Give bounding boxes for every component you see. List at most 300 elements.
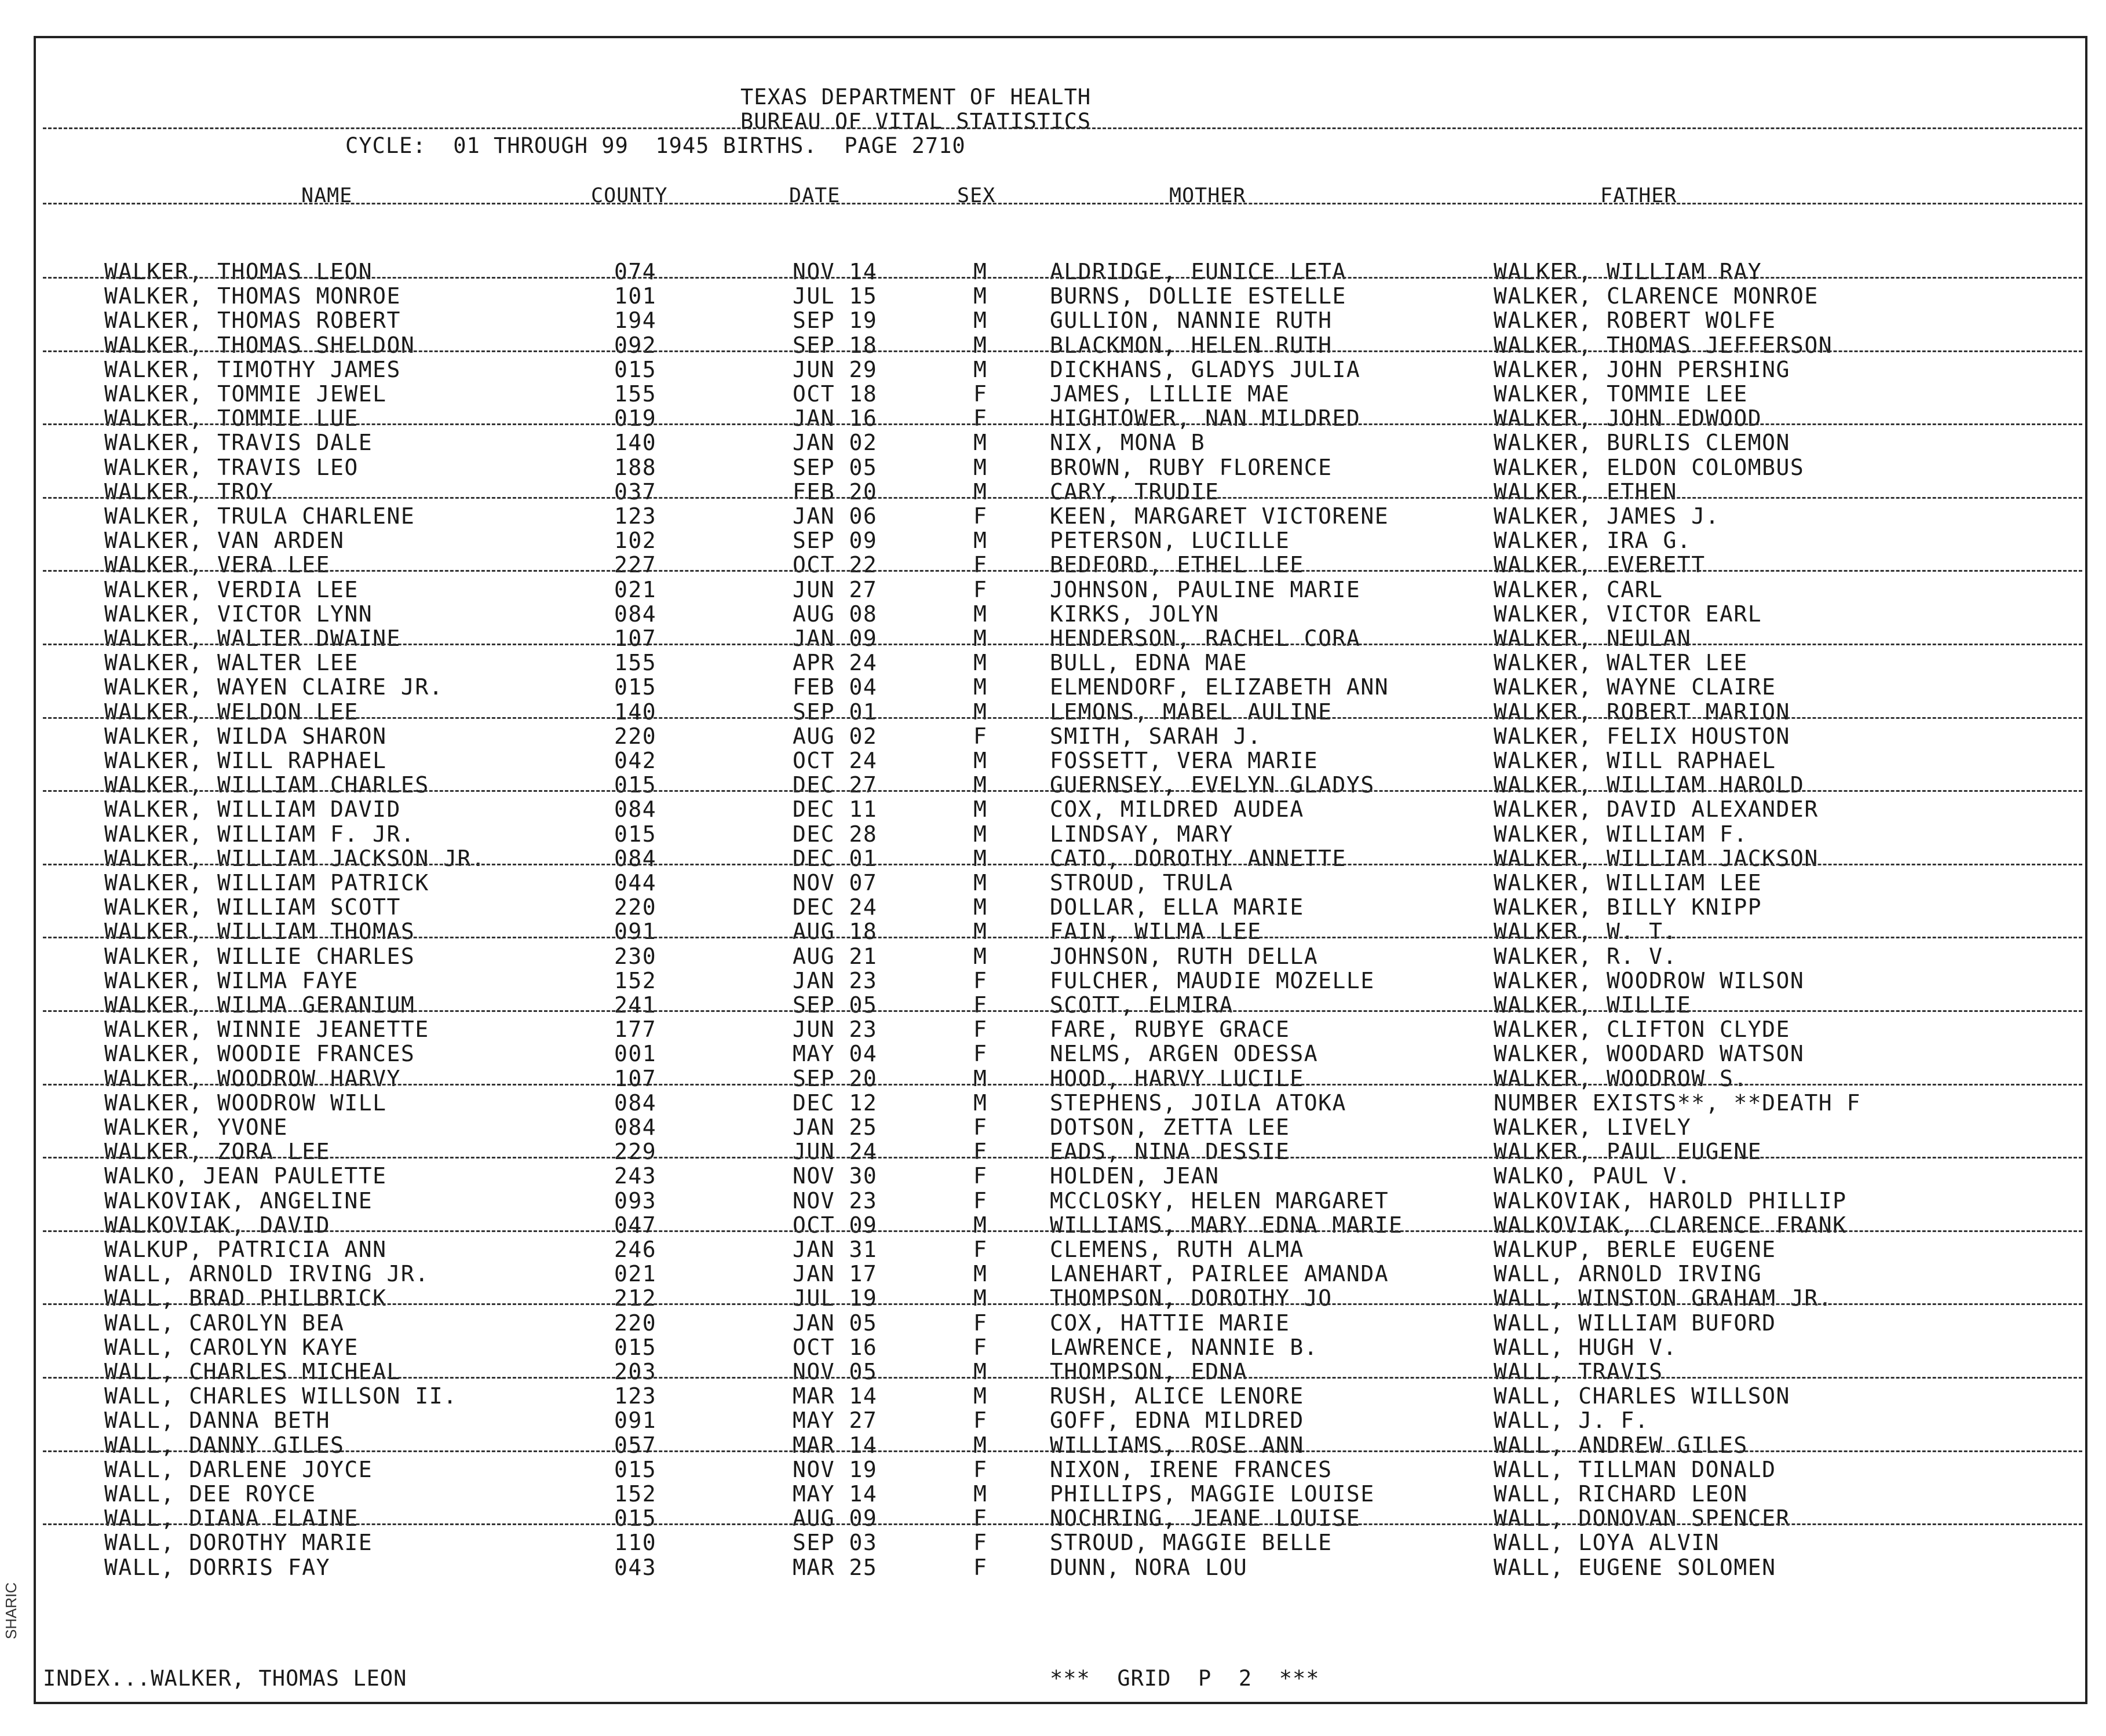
cell-county: 047: [614, 1212, 657, 1238]
cell-sex: M: [973, 332, 988, 358]
cell-name: WALKER, WILDA SHARON: [104, 723, 387, 749]
cell-sex: F: [973, 1139, 988, 1165]
cell-sex: M: [973, 308, 988, 334]
cell-county: 043: [614, 1554, 657, 1580]
cell-father: WALKER, CLARENCE MONROE: [1494, 283, 1819, 309]
cell-sex: F: [973, 1456, 988, 1482]
table-row: [0, 1164, 2106, 1188]
cell-sex: M: [973, 1359, 988, 1384]
cell-mother: GUERNSEY, EVELYN GLADYS: [1050, 772, 1375, 798]
cell-sex: M: [973, 1090, 988, 1116]
table-row: [0, 1506, 2106, 1530]
cell-sex: F: [973, 503, 988, 529]
cell-date: JUN 23: [793, 1017, 878, 1043]
cell-county: 140: [614, 430, 657, 456]
cell-father: WALKER, R. V.: [1494, 943, 1677, 969]
table-row: [0, 846, 2106, 871]
cell-date: JUN 27: [793, 576, 878, 602]
cell-mother: HOOD, HARVY LUCILE: [1050, 1065, 1304, 1091]
cell-date: DEC 12: [793, 1090, 878, 1116]
cell-sex: M: [973, 919, 988, 945]
cell-county: 057: [614, 1432, 657, 1458]
cell-name: WALKER, WILLIAM PATRICK: [104, 870, 429, 896]
cell-name: WALKER, WILLIAM F. JR.: [104, 821, 415, 847]
cell-county: 037: [614, 478, 657, 505]
cell-county: 155: [614, 650, 657, 676]
cell-name: WALL, BRAD PHILBRICK: [104, 1285, 387, 1311]
cell-date: AUG 08: [793, 601, 878, 627]
cell-father: WALKER, JOHN EDWOOD: [1494, 405, 1762, 432]
cell-date: JUL 15: [793, 283, 878, 309]
cell-sex: M: [973, 528, 988, 554]
cell-mother: STEPHENS, JOILA ATOKA: [1050, 1090, 1346, 1116]
cell-father: WALL, ARNOLD IRVING: [1494, 1261, 1762, 1287]
cell-name: WALL, DEE ROYCE: [104, 1481, 316, 1507]
table-row: [0, 968, 2106, 993]
cell-father: WALKER, THOMAS JEFFERSON: [1494, 332, 1833, 358]
table-row: [0, 944, 2106, 968]
cell-county: 084: [614, 601, 657, 627]
row-divider: [43, 1523, 2082, 1525]
cell-date: NOV 05: [793, 1359, 878, 1384]
column-header-county: COUNTY: [591, 184, 668, 207]
cell-sex: F: [973, 552, 988, 578]
cell-sex: M: [973, 259, 988, 284]
cell-date: APR 24: [793, 650, 878, 676]
cell-date: SEP 18: [793, 332, 878, 358]
cell-father: WALKER, WILL RAPHAEL: [1494, 748, 1776, 773]
cell-father: WALL, LOYA ALVIN: [1494, 1530, 1720, 1556]
grid-footer: *** GRID P 2 ***: [1050, 1666, 1320, 1691]
cell-date: FEB 20: [793, 478, 878, 505]
table-row: [0, 626, 2106, 650]
table-row: [0, 700, 2106, 724]
cell-sex: M: [973, 1383, 988, 1409]
cell-sex: M: [973, 478, 988, 505]
cell-sex: M: [973, 1481, 988, 1507]
cell-mother: RUSH, ALICE LENORE: [1050, 1383, 1304, 1409]
table-row: [0, 1286, 2106, 1310]
cell-mother: FARE, RUBYE GRACE: [1050, 1017, 1290, 1043]
cell-mother: NELMS, ARGEN ODESSA: [1050, 1041, 1319, 1067]
cell-sex: F: [973, 1505, 988, 1532]
table-row: [0, 528, 2106, 553]
cell-date: DEC 11: [793, 796, 878, 823]
cell-mother: HENDERSON, RACHEL CORA: [1050, 626, 1361, 651]
cell-mother: BROWN, RUBY FLORENCE: [1050, 454, 1333, 480]
cell-date: DEC 01: [793, 845, 878, 871]
cell-mother: NIXON, IRENE FRANCES: [1050, 1456, 1333, 1482]
table-row: [0, 455, 2106, 480]
cell-sex: M: [973, 430, 988, 456]
cell-name: WALKER, YVONE: [104, 1114, 288, 1140]
cell-father: WALKER, PAUL EUGENE: [1494, 1139, 1762, 1165]
cell-name: WALKER, WOODIE FRANCES: [104, 1041, 415, 1067]
cell-mother: LINDSAY, MARY: [1050, 821, 1233, 847]
cell-date: JAN 16: [793, 405, 878, 432]
cell-county: 042: [614, 748, 657, 773]
cell-county: 015: [614, 1334, 657, 1360]
table-row: [0, 382, 2106, 406]
cell-mother: FAIN, WILMA LEE: [1050, 919, 1262, 945]
cell-name: WALL, ARNOLD IRVING JR.: [104, 1261, 429, 1287]
cell-father: WALKO, PAUL V.: [1494, 1163, 1692, 1189]
cell-sex: M: [973, 1432, 988, 1458]
table-row: [0, 1189, 2106, 1213]
table-row: [0, 1433, 2106, 1457]
cell-date: JAN 23: [793, 967, 878, 993]
cell-mother: JOHNSON, PAULINE MARIE: [1050, 576, 1361, 602]
table-row: [0, 1457, 2106, 1482]
cell-mother: SMITH, SARAH J.: [1050, 723, 1262, 749]
table-row: [0, 748, 2106, 773]
cell-sex: F: [973, 1041, 988, 1067]
cell-father: WALL, TILLMAN DONALD: [1494, 1456, 1776, 1482]
cell-name: WALKER, TIMOTHY JAMES: [104, 356, 401, 382]
cell-name: WALKER, TOMMIE LUE: [104, 405, 359, 432]
cell-father: WALKER, WALTER LEE: [1494, 650, 1748, 676]
cell-mother: THOMPSON, EDNA: [1050, 1359, 1248, 1384]
row-divider: [43, 644, 2082, 645]
cell-sex: M: [973, 1065, 988, 1091]
cell-sex: M: [973, 699, 988, 725]
cell-name: WALKER, WILMA FAYE: [104, 967, 359, 993]
cell-county: 084: [614, 845, 657, 871]
cell-mother: JOHNSON, RUTH DELLA: [1050, 943, 1319, 969]
cell-father: WALKER, FELIX HOUSTON: [1494, 723, 1790, 749]
cell-county: 015: [614, 821, 657, 847]
cell-sex: M: [973, 454, 988, 480]
cell-county: 241: [614, 992, 657, 1018]
cell-father: WALKUP, BERLE EUGENE: [1494, 1237, 1776, 1262]
cell-father: WALL, EUGENE SOLOMEN: [1494, 1554, 1776, 1580]
cell-name: WALL, CAROLYN KAYE: [104, 1334, 359, 1360]
cell-mother: FULCHER, MAUDIE MOZELLE: [1050, 967, 1375, 993]
cell-father: WALKER, WILLIAM F.: [1494, 821, 1748, 847]
cell-father: WALKER, NEULAN: [1494, 626, 1692, 651]
cell-name: WALL, CHARLES MICHEAL: [104, 1359, 401, 1384]
cell-date: OCT 24: [793, 748, 878, 773]
cell-county: 194: [614, 308, 657, 334]
cell-mother: BURNS, DOLLIE ESTELLE: [1050, 283, 1346, 309]
cell-sex: M: [973, 356, 988, 382]
row-divider: [43, 350, 2082, 352]
cell-county: 246: [614, 1237, 657, 1262]
row-divider: [43, 1230, 2082, 1232]
cell-mother: CLEMENS, RUTH ALMA: [1050, 1237, 1304, 1262]
table-row: [0, 822, 2106, 846]
table-row: [0, 430, 2106, 455]
cell-father: WALL, TRAVIS: [1494, 1359, 1663, 1384]
cell-father: WALKER, WAYNE CLAIRE: [1494, 674, 1776, 700]
cell-father: WALKER, W. T.: [1494, 919, 1677, 945]
table-row: [0, 553, 2106, 577]
cell-father: WALKOVIAK, HAROLD PHILLIP: [1494, 1187, 1847, 1214]
cell-mother: KIRKS, JOLYN: [1050, 601, 1220, 627]
cell-date: FEB 04: [793, 674, 878, 700]
cell-father: WALKER, ELDON COLOMBUS: [1494, 454, 1805, 480]
cell-county: 015: [614, 674, 657, 700]
cell-father: WALKER, WILLIAM HAROLD: [1494, 772, 1805, 798]
cell-name: WALKER, WILLIAM CHARLES: [104, 772, 429, 798]
bureau-title: BUREAU OF VITAL STATISTICS: [740, 109, 1092, 134]
cell-mother: BLACKMON, HELEN RUTH: [1050, 332, 1333, 358]
cell-mother: ALDRIDGE, EUNICE LETA: [1050, 259, 1346, 284]
table-row: [0, 724, 2106, 748]
cell-father: WALKER, WOODROW S.: [1494, 1065, 1748, 1091]
table-row: [0, 504, 2106, 528]
row-divider: [43, 1010, 2082, 1012]
cell-mother: COX, MILDRED AUDEA: [1050, 796, 1304, 823]
cell-date: SEP 05: [793, 992, 878, 1018]
table-row: [0, 1262, 2106, 1286]
table-row: [0, 1384, 2106, 1408]
cell-father: WALKER, BURLIS CLEMON: [1494, 430, 1790, 456]
cell-date: DEC 28: [793, 821, 878, 847]
cell-name: WALL, DANNY GILES: [104, 1432, 345, 1458]
table-row: [0, 895, 2106, 919]
table-row: [0, 773, 2106, 797]
cell-father: WALL, J. F.: [1494, 1408, 1649, 1434]
cell-sex: F: [973, 1530, 988, 1556]
cell-name: WALL, DOROTHY MARIE: [104, 1530, 373, 1556]
cell-father: WALKER, TOMMIE LEE: [1494, 381, 1748, 407]
row-divider: [43, 1157, 2082, 1158]
cell-name: WALKER, THOMAS SHELDON: [104, 332, 415, 358]
row-divider: [43, 717, 2082, 719]
cell-name: WALKER, WILLIAM SCOTT: [104, 894, 401, 920]
cell-date: NOV 19: [793, 1456, 878, 1482]
cell-county: 155: [614, 381, 657, 407]
cell-date: SEP 01: [793, 699, 878, 725]
cell-county: 152: [614, 1481, 657, 1507]
row-divider: [43, 1303, 2082, 1305]
cell-county: 212: [614, 1285, 657, 1311]
cell-date: OCT 09: [793, 1212, 878, 1238]
cell-name: WALL, DARLENE JOYCE: [104, 1456, 373, 1482]
cell-sex: M: [973, 894, 988, 920]
cell-county: 084: [614, 1090, 657, 1116]
cell-date: JAN 02: [793, 430, 878, 456]
cell-date: AUG 02: [793, 723, 878, 749]
cell-date: SEP 09: [793, 528, 878, 554]
cell-mother: DOLLAR, ELLA MARIE: [1050, 894, 1304, 920]
cell-date: JAN 17: [793, 1261, 878, 1287]
cell-mother: CATO, DOROTHY ANNETTE: [1050, 845, 1346, 871]
cell-name: WALKER, VERDIA LEE: [104, 576, 359, 602]
table-row: [0, 308, 2106, 332]
cell-mother: BEDFORD, ETHEL LEE: [1050, 552, 1304, 578]
cell-mother: HIGHTOWER, NAN MILDRED: [1050, 405, 1361, 432]
row-divider: [43, 1450, 2082, 1452]
cell-name: WALKO, JEAN PAULETTE: [104, 1163, 387, 1189]
cell-sex: F: [973, 1554, 988, 1580]
cell-name: WALL, CHARLES WILLSON II.: [104, 1383, 458, 1409]
cell-sex: F: [973, 405, 988, 432]
cell-date: OCT 16: [793, 1334, 878, 1360]
cell-sex: M: [973, 1285, 988, 1311]
cell-mother: ELMENDORF, ELIZABETH ANN: [1050, 674, 1389, 700]
cell-name: WALKUP, PATRICIA ANN: [104, 1237, 387, 1262]
cell-father: WALKER, DAVID ALEXANDER: [1494, 796, 1819, 823]
cell-date: JUN 29: [793, 356, 878, 382]
cell-date: SEP 03: [793, 1530, 878, 1556]
cell-name: WALKER, VICTOR LYNN: [104, 601, 373, 627]
row-divider: [43, 864, 2082, 865]
table-row: [0, 1213, 2106, 1237]
cell-father: WALKER, ROBERT MARION: [1494, 699, 1790, 725]
cell-county: 074: [614, 259, 657, 284]
cell-county: 107: [614, 626, 657, 651]
cell-father: WALKER, ETHEN: [1494, 478, 1677, 505]
cell-sex: M: [973, 626, 988, 651]
cell-name: WALKOVIAK, DAVID: [104, 1212, 331, 1238]
cell-name: WALKER, WINNIE JEANETTE: [104, 1017, 429, 1043]
cell-mother: SCOTT, ELMIRA: [1050, 992, 1233, 1018]
cell-county: 101: [614, 283, 657, 309]
cell-father: WALKER, VICTOR EARL: [1494, 601, 1762, 627]
table-row: [0, 1335, 2106, 1359]
cell-sex: M: [973, 748, 988, 773]
cell-county: 084: [614, 796, 657, 823]
cell-county: 203: [614, 1359, 657, 1384]
table-row: [0, 1115, 2106, 1139]
cell-father: WALKER, WILLIAM RAY: [1494, 259, 1762, 284]
cell-date: JUN 24: [793, 1139, 878, 1165]
cell-father: WALKER, WILLIE: [1494, 992, 1692, 1018]
cell-father: WALL, HUGH V.: [1494, 1334, 1677, 1360]
cell-date: AUG 09: [793, 1505, 878, 1532]
cell-sex: M: [973, 1261, 988, 1287]
cell-mother: LAWRENCE, NANNIE B.: [1050, 1334, 1319, 1360]
cell-county: 021: [614, 1261, 657, 1287]
cell-father: WALKER, WILLIAM JACKSON: [1494, 845, 1819, 871]
cell-father: WALL, RICHARD LEON: [1494, 1481, 1748, 1507]
cell-name: WALKER, WAYEN CLAIRE JR.: [104, 674, 444, 700]
cell-name: WALKER, WOODROW WILL: [104, 1090, 387, 1116]
cell-father: WALKER, JAMES J.: [1494, 503, 1720, 529]
row-divider: [43, 937, 2082, 938]
cell-father: WALKER, BILLY KNIPP: [1494, 894, 1762, 920]
cell-name: WALKER, WELDON LEE: [104, 699, 359, 725]
cell-sex: F: [973, 1310, 988, 1336]
cell-name: WALKER, WOODROW HARVY: [104, 1065, 401, 1091]
row-divider: [43, 423, 2082, 425]
column-header-mother: MOTHER: [1169, 184, 1246, 207]
cell-date: MAR 25: [793, 1554, 878, 1580]
cell-name: WALKER, WALTER DWAINE: [104, 626, 401, 651]
cell-date: JAN 09: [793, 626, 878, 651]
side-stamp: SHARIC: [2, 1582, 20, 1639]
cell-date: SEP 05: [793, 454, 878, 480]
cell-county: 015: [614, 356, 657, 382]
cell-name: WALKER, TRAVIS DALE: [104, 430, 373, 456]
cell-mother: LANEHART, PAIRLEE AMANDA: [1050, 1261, 1389, 1287]
cell-sex: F: [973, 1163, 988, 1189]
row-divider: [43, 1084, 2082, 1086]
cell-sex: F: [973, 723, 988, 749]
cell-mother: NIX, MONA B: [1050, 430, 1206, 456]
cell-county: 107: [614, 1065, 657, 1091]
table-row: [0, 797, 2106, 821]
cell-father: WALL, WILLIAM BUFORD: [1494, 1310, 1776, 1336]
cell-county: 220: [614, 723, 657, 749]
cell-name: WALKER, TRULA CHARLENE: [104, 503, 415, 529]
cell-county: 177: [614, 1017, 657, 1043]
cell-county: 084: [614, 1114, 657, 1140]
cell-date: OCT 22: [793, 552, 878, 578]
cell-sex: M: [973, 870, 988, 896]
cell-father: WALL, ANDREW GILES: [1494, 1432, 1748, 1458]
table-row: [0, 675, 2106, 699]
cell-county: 019: [614, 405, 657, 432]
cell-father: WALKER, WILLIAM LEE: [1494, 870, 1762, 896]
table-row: [0, 578, 2106, 602]
cell-sex: F: [973, 576, 988, 602]
cell-sex: F: [973, 1187, 988, 1214]
table-row: [0, 1041, 2106, 1066]
table-row: [0, 993, 2106, 1017]
cell-county: 220: [614, 1310, 657, 1336]
cell-mother: NOCHRING, JEANE LOUISE: [1050, 1505, 1361, 1532]
cell-name: WALL, CAROLYN BEA: [104, 1310, 345, 1336]
cell-father: WALL, CHARLES WILLSON: [1494, 1383, 1790, 1409]
table-row: [0, 1237, 2106, 1262]
table-row: [0, 602, 2106, 626]
cell-date: MAR 14: [793, 1383, 878, 1409]
table-row: [0, 650, 2106, 675]
cell-name: WALKOVIAK, ANGELINE: [104, 1187, 373, 1214]
cell-father: WALKER, JOHN PERSHING: [1494, 356, 1790, 382]
cell-name: WALL, DANNA BETH: [104, 1408, 331, 1434]
cell-sex: M: [973, 943, 988, 969]
cell-mother: MCCLOSKY, HELEN MARGARET: [1050, 1187, 1389, 1214]
cell-county: 243: [614, 1163, 657, 1189]
cell-mother: COX, HATTIE MARIE: [1050, 1310, 1290, 1336]
row-divider: [43, 570, 2082, 572]
cell-county: 044: [614, 870, 657, 896]
cell-date: NOV 30: [793, 1163, 878, 1189]
cell-county: 015: [614, 772, 657, 798]
table-row: [0, 919, 2106, 944]
cell-name: WALKER, TOMMIE JEWEL: [104, 381, 387, 407]
cell-date: NOV 14: [793, 259, 878, 284]
cell-sex: F: [973, 1334, 988, 1360]
cell-county: 140: [614, 699, 657, 725]
cell-father: WALKOVIAK, CLARENCE FRANK: [1494, 1212, 1847, 1238]
cell-mother: PHILLIPS, MAGGIE LOUISE: [1050, 1481, 1375, 1507]
cell-county: 001: [614, 1041, 657, 1067]
cell-father: WALL, DONOVAN SPENCER: [1494, 1505, 1790, 1532]
cell-date: MAY 04: [793, 1041, 878, 1067]
row-divider: [43, 497, 2082, 499]
cell-sex: F: [973, 1237, 988, 1262]
cell-date: AUG 21: [793, 943, 878, 969]
cell-county: 227: [614, 552, 657, 578]
row-divider: [43, 790, 2082, 792]
cell-mother: JAMES, LILLIE MAE: [1050, 381, 1290, 407]
cell-mother: LEMONS, MABEL AULINE: [1050, 699, 1333, 725]
department-title: TEXAS DEPARTMENT OF HEALTH: [740, 85, 1092, 109]
cell-name: WALKER, THOMAS MONROE: [104, 283, 401, 309]
cell-county: 093: [614, 1187, 657, 1214]
cell-county: 091: [614, 1408, 657, 1434]
cell-name: WALKER, WILLIAM DAVID: [104, 796, 401, 823]
cell-date: MAY 14: [793, 1481, 878, 1507]
cell-sex: M: [973, 674, 988, 700]
cell-county: 091: [614, 919, 657, 945]
cell-mother: DOTSON, ZETTA LEE: [1050, 1114, 1290, 1140]
